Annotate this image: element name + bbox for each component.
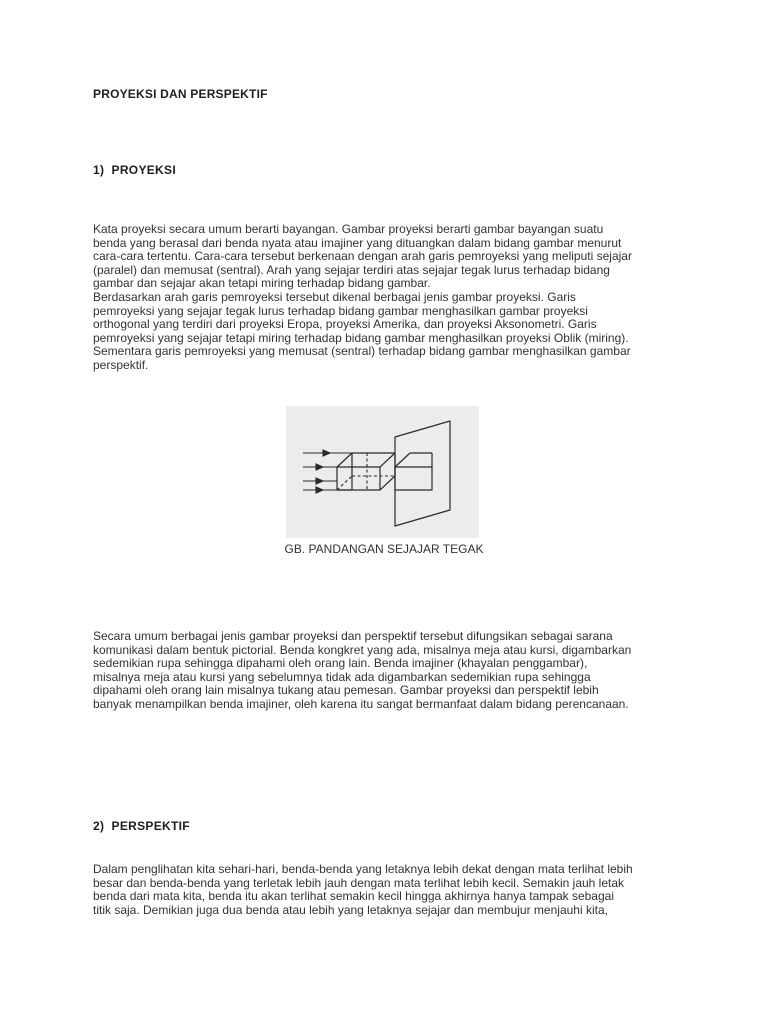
- text-line: Kata proyeksi secara umum berarti bayangan. Gambar proyeksi berarti gambar bayangan suatu: [93, 222, 604, 236]
- parallel-projection-figure: [286, 406, 479, 538]
- document-title: PROYEKSI DAN PERSPEKTIF: [93, 87, 268, 101]
- text-line: Berdasarkan arah garis pemroyeksi tersebut dikenal berbagai jenis gambar proyeksi. Garis: [93, 289, 576, 304]
- text-line: sedemikian rupa sehingga dipahami oleh orang lain. Benda imajiner (khayalan penggambar),: [93, 656, 588, 671]
- projected-square: [395, 467, 432, 490]
- projection-plane: [395, 421, 450, 526]
- section-heading-perspektif: 2) PERSPEKTIF: [93, 819, 190, 833]
- text-line: cara-cara tertentu. Cara-cara tersebut berkenaan dengan arah garis pemroyeksi yang meliputi sejajar: [93, 249, 632, 264]
- text-line: komunikasi dalam bentuk pictorial. Benda kongkret yang ada, misalnya meja atau kursi, digambarkan: [93, 642, 632, 657]
- paragraph-proyeksi-function: [93, 630, 683, 712]
- arrowhead: [316, 487, 323, 493]
- text-line: pemroyeksi yang sejajar tegak lurus terhadap bidang gambar menghasilkan gambar proyeksi: [93, 303, 588, 318]
- text-line: gambar dan sejajar akan tetapi miring terhadap bidang gambar.: [93, 276, 431, 291]
- arrowhead: [323, 450, 330, 456]
- arrowhead: [316, 478, 323, 484]
- cube-edge: [380, 476, 395, 490]
- text-line: perspektif.: [93, 357, 149, 372]
- hidden-edge: [337, 476, 352, 490]
- cube-edge: [337, 453, 352, 467]
- text-line: banyak menampilkan benda imajiner, oleh karena itu sangat bermanfaat dalam bidang perencanaan.: [93, 696, 629, 711]
- text-line: titik saja. Demikian juga dua benda atau lebih yang letaknya sejajar dan membujur menjauhi kita,: [93, 902, 608, 917]
- text-line: (paralel) dan memusat (sentral). Arah yang sejajar terdiri atas sejajar tegak lurus terhadap bidang: [93, 262, 610, 277]
- paragraph-proyeksi-intro: [93, 223, 683, 373]
- text-line: Sementara garis pemroyeksi yang memusat (sentral) terhadap bidang gambar menghasilkan gambar: [93, 344, 631, 359]
- text-line: Secara umum berbagai jenis gambar proyeksi dan perspektif tersebut difungsikan sebagai sarana: [93, 629, 613, 643]
- text-line: Dalam penglihatan kita sehari-hari, benda-benda yang letaknya lebih dekat dengan mata terlihat lebih: [93, 862, 633, 876]
- arrowhead: [316, 464, 323, 470]
- text-line: orthogonal yang terdiri dari proyeksi Eropa, proyeksi Amerika, dan proyeksi Aksonometri. Garis: [93, 317, 597, 332]
- projected-edge: [395, 453, 410, 467]
- text-line: benda yang berasal dari benda nyata atau imajiner yang dituangkan dalam bidang gambar menurut: [93, 235, 622, 250]
- section-heading-proyeksi: 1) PROYEKSI: [93, 163, 176, 177]
- projection-diagram-drawing: [286, 406, 479, 538]
- cube-edge: [380, 453, 395, 467]
- text-line: dipahami oleh orang lain misalnya tukang atau pemesan. Gambar proyeksi dan perspektif lebih: [93, 683, 599, 698]
- text-line: besar dan benda-benda yang terletak lebih jauh dengan mata terlihat lebih kecil. Semakin jauh letak: [93, 875, 625, 890]
- text-line: misalnya meja atau kursi yang sebelumnya tidak ada digambarkan sedemikian rupa sehingga: [93, 669, 591, 684]
- text-line: pemroyeksi yang sejajar tetapi miring terhadap bidang gambar menghasilkan proyeksi Oblik (miring).: [93, 330, 629, 345]
- figure-caption: GB. PANDANGAN SEJAJAR TEGAK: [284, 542, 484, 556]
- paragraph-perspektif-intro: [93, 863, 683, 917]
- text-line: benda dari mata kita, benda itu akan terlihat semakin kecil hingga akhirnya hanya tampak sebagai: [93, 889, 614, 904]
